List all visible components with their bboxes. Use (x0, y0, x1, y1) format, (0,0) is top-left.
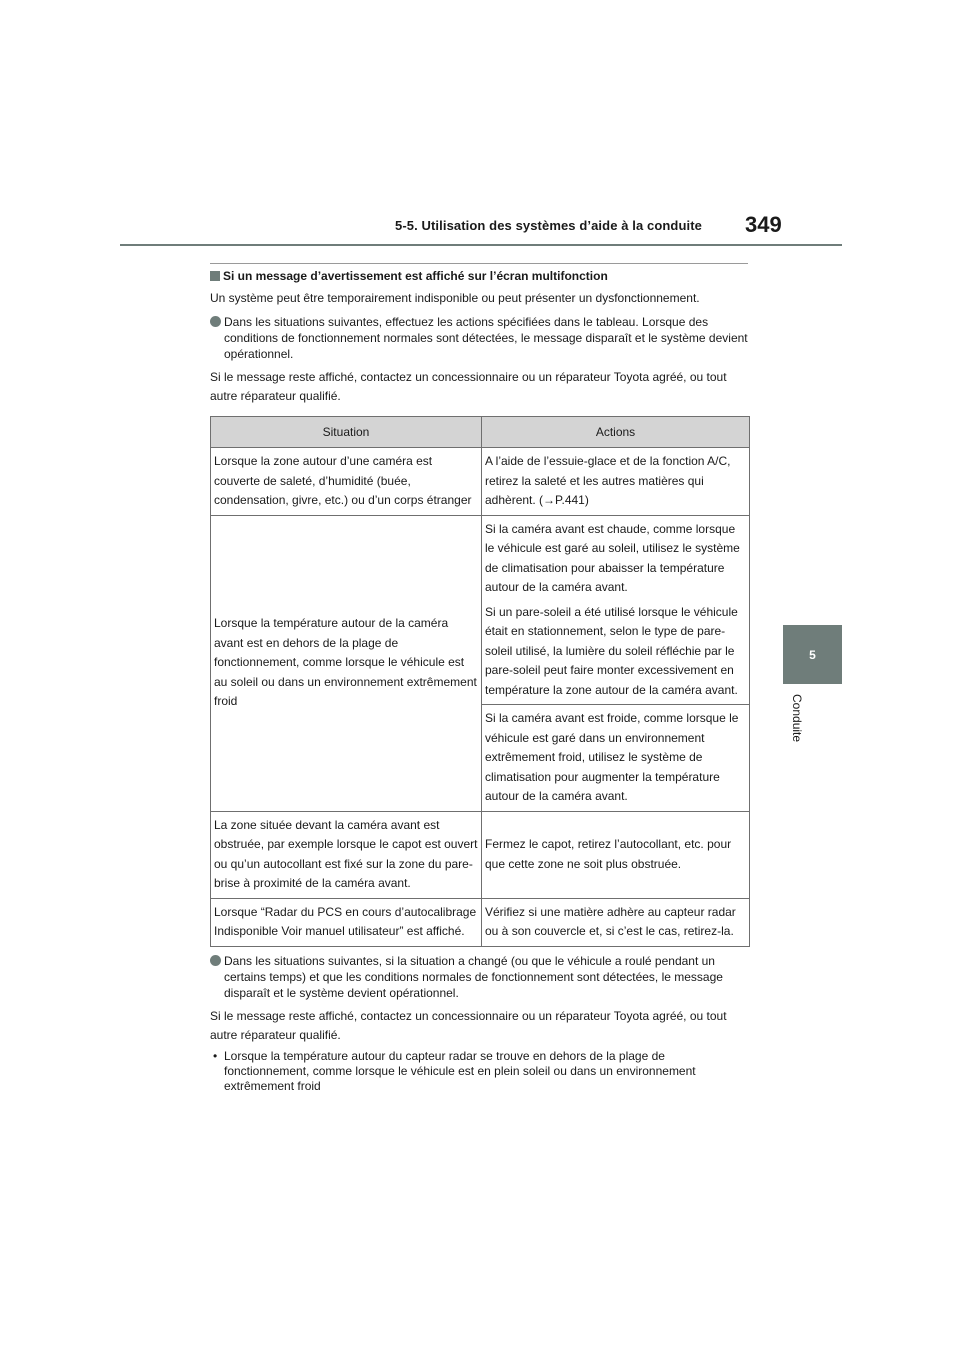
table-cell-situation: La zone située devant la caméra avant est obstruée, par exemple lorsque le capot est ouvert ou qu’un autocollant est fixé sur la zone du pare-brise à proximité de la caméra avant. (211, 811, 482, 898)
list-item (210, 1049, 750, 1094)
column-header-actions: Actions (482, 417, 750, 448)
table-row (211, 898, 750, 946)
chapter-tab (783, 625, 842, 684)
section-divider (210, 263, 748, 264)
bullet-item (210, 314, 750, 362)
action-paragraph: Si la caméra avant est chaude, comme lorsque le véhicule est garé au soleil, utilisez le système de climatisation pour abaisser la température autour de la caméra avant. (485, 521, 740, 594)
list-item-text: Lorsque la température autour du capteur radar se trouve en dehors de la plage de fonctionnement, comme lorsque le véhicule est en plein soleil ou dans un environnement extrêmement froid (224, 1048, 696, 1093)
table-cell-situation: Lorsque la température autour de la caméra avant est en dehors de la plage de fonctionnement, comme lorsque le véhicule est au soleil ou dans un environnement extrêmement froid (211, 515, 482, 811)
table-cell-situation: Lorsque la zone autour d’une caméra est couverte de saleté, d’humidité (buée, condensation, givre, etc.) ou d’un corps étranger (211, 448, 482, 516)
contact-paragraph: Si le message reste affiché, contactez un concessionnaire ou un réparateur Toyota agréé, ou tout autre réparateur qualifié. (210, 1008, 727, 1042)
section-heading (210, 268, 750, 284)
bullet-item (210, 953, 750, 1001)
table-row (211, 515, 750, 705)
action-paragraph: Si un pare-soleil a été utilisé lorsque le véhicule était en stationnement, selon le type de pare-soleil utilisé, la lumière du soleil réfléchie par le pare-soleil peut faire monter excessivement en température la zone autour de la caméra avant. (485, 604, 738, 697)
chapter-label-container (782, 694, 812, 764)
section-heading-text: Si un message d’avertissement est affiché sur l’écran multifonction (223, 269, 608, 283)
table-cell-action: Si la caméra avant est froide, comme lorsque le véhicule est garé dans un environnement extrêmement froid, utilisez le système de climatisation pour augmenter la température autour de la caméra avant. (482, 705, 750, 812)
table-header-row (211, 417, 750, 448)
bullet-text: Dans les situations suivantes, si la situation a changé (ou que le véhicule a roulé pendant un certains temps) et que les conditions normales de fonctionnement sont détectées, le message disparaît et le système devient opérationnel. (224, 953, 723, 1000)
situation-actions-table (210, 416, 750, 947)
header-divider (120, 244, 842, 246)
chapter-label: Conduite (790, 694, 804, 743)
table-row (211, 448, 750, 516)
table-cell-action: Fermez le capot, retirez l’autocollant, etc. pour que cette zone ne soit plus obstruée. (482, 811, 750, 898)
intro-paragraph: Un système peut être temporairement indisponible ou peut présenter un dysfonctionnement. (210, 291, 700, 305)
column-header-situation: Situation (211, 417, 482, 448)
chapter-number: 5 (809, 647, 816, 662)
table-cell-action: Vérifiez si une matière adhère au capteur radar ou à son couvercle et, si c’est le cas, retirez-la. (482, 898, 750, 946)
contact-paragraph: Si le message reste affiché, contactez un concessionnaire ou un réparateur Toyota agréé, ou tout autre réparateur qualifié. (210, 370, 727, 403)
table-cell-action: A l’aide de l’essuie-glace et de la fonction A/C, retirez la saleté et les autres matières qui adhèrent. (→P.441) (482, 448, 750, 516)
square-bullet-icon (210, 271, 220, 281)
header-section-title: 5-5. Utilisation des systèmes d’aide à la conduite (395, 218, 702, 233)
page-number: 349 (745, 212, 782, 237)
table-row (211, 811, 750, 898)
circle-bullet-icon (210, 316, 221, 327)
circle-bullet-icon (210, 955, 221, 966)
dot-bullet-icon: • (213, 1048, 218, 1063)
main-content (210, 268, 750, 1094)
bullet-text: Dans les situations suivantes, effectuez les actions spécifiées dans le tableau. Lorsque des conditions de fonctionnement normales sont détectées, le message disparaît et le système devient opérationnel. (224, 315, 748, 361)
table-cell-situation: Lorsque “Radar du PCS en cours d’autocalibrage Indisponible Voir manuel utilisateur” est affiché. (211, 898, 482, 946)
table-cell-action (482, 515, 750, 705)
